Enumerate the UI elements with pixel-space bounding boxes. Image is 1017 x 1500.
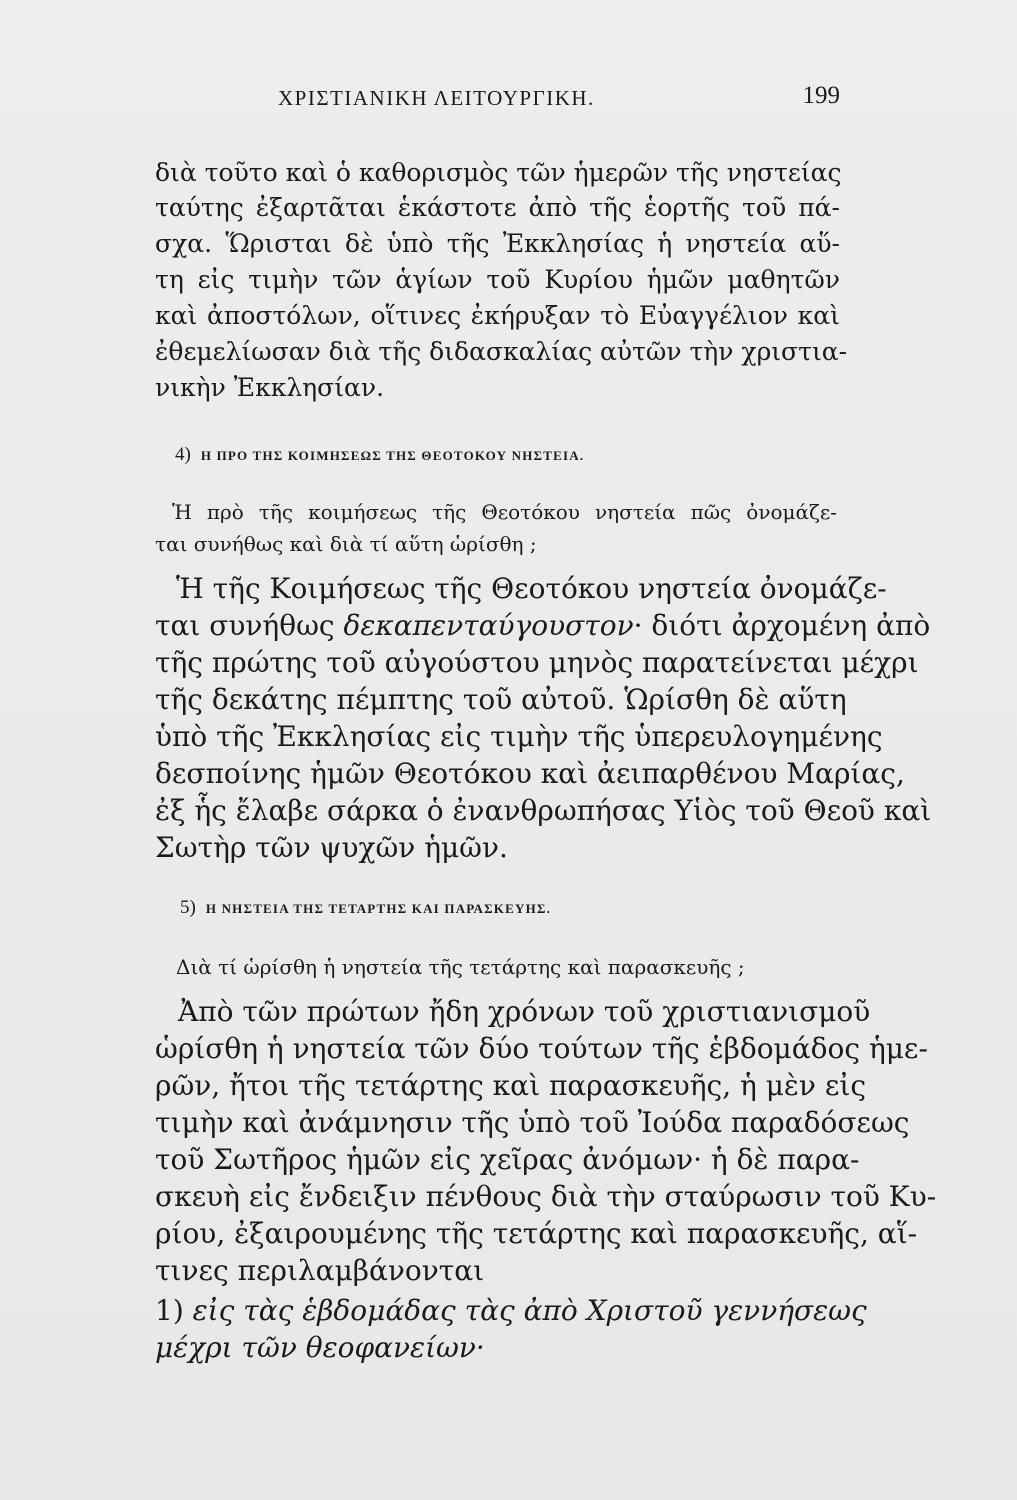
text-line	[0, 301, 1017, 341]
text-line	[0, 794, 1017, 834]
list-item	[0, 1294, 1017, 1334]
text-line	[0, 1069, 1017, 1109]
page-number: 199	[802, 82, 840, 109]
section-title: Η ΠΡΟ ΤΗΣ ΚΟΙΜΗΣΕΩΣ ΤΗΣ ΘΕΟΤΟΚΟΥ ΝΗΣΤΕΙΑ.	[200, 448, 585, 463]
line-text: τῆς πρώτης τοῦ αὐγούστου μηνὸς παρατείνεται μέχρι	[155, 646, 919, 679]
line-text: ὑπὸ τῆς Ἐκκλησίας εἰς τιμὴν τῆς ὑπερευλογημένης	[155, 720, 883, 753]
text-line	[0, 229, 1017, 269]
line-text: τιμὴν καὶ ἀνάμνησιν τῆς ὑπὸ τοῦ Ἰούδα παραδόσεως	[155, 1106, 910, 1139]
text-line	[0, 995, 1017, 1035]
line-text: ρίου, ἐξαιρουμένης τῆς τετάρτης καὶ παρασκευῆς, αἵ-	[155, 1217, 918, 1250]
question-line	[0, 532, 1017, 572]
line-text	[155, 609, 931, 642]
section-title: Η ΝΗΣΤΕΙΑ ΤΗΣ ΤΕΤΑΡΤΗΣ ΚΑΙ ΠΑΡΑΣΚΕΥΗΣ.	[205, 901, 552, 916]
text-line	[0, 720, 1017, 760]
line-text: ἐθεμελίωσαν διὰ τῆς διδασκαλίας αὐτῶν τὴν χριστια-	[155, 337, 848, 366]
text-line	[0, 1217, 1017, 1257]
line-text: δεσποίνης ἡμῶν Θεοτόκου καὶ ἀειπαρθένου Μαρίας,	[155, 757, 905, 790]
line-text: διὰ τοῦτο καὶ ὁ καθορισμὸς τῶν ἡμερῶν τῆς νηστείας	[155, 158, 842, 187]
section-heading	[0, 444, 1017, 484]
line-text: Σωτὴρ τῶν ψυχῶν ἡμῶν.	[155, 831, 508, 864]
emphasis-term: δεκαπενταύγουστον	[343, 609, 634, 642]
text-line	[0, 683, 1017, 723]
text-line	[0, 265, 1017, 305]
list-item-number: 1)	[155, 1294, 184, 1327]
section-number: 4)	[175, 444, 191, 465]
line-text: τη εἰς τιμὴν τῶν ἁγίων τοῦ Κυρίου ἡμῶν μαθητῶν	[155, 265, 840, 294]
text-line	[0, 1143, 1017, 1183]
line-text: Ἡ τῆς Κοιμήσεως τῆς Θεοτόκου νηστεία ὀνομάζε-	[176, 572, 887, 605]
text-line	[0, 158, 1017, 198]
question-line	[0, 955, 1017, 995]
text-line	[0, 572, 1017, 612]
text-line	[0, 1106, 1017, 1146]
section-number: 5)	[180, 897, 196, 918]
line-text: σχα. Ὥρισται δὲ ὑπὸ τῆς Ἐκκλησίας ἡ νηστεία αὕ-	[155, 229, 840, 258]
line-text: σκευὴ εἰς ἔνδειξιν πένθους διὰ τὴν σταύρωσιν τοῦ Κυ-	[155, 1180, 937, 1213]
text-segment: ται συνήθως	[155, 609, 344, 642]
line-text: μέχρι τῶν θεοφανείων·	[155, 1331, 485, 1364]
text-line	[0, 1032, 1017, 1072]
line-text: τῆς δεκάτης πέμπτης τοῦ αὐτοῦ. Ὡρίσθη δὲ αὕτη	[155, 683, 847, 716]
line-text: νικὴν Ἐκκλησίαν.	[155, 373, 385, 402]
list-item-text	[155, 1294, 867, 1327]
line-text: τινες περιλαμβάνονται	[155, 1254, 485, 1287]
text-line	[0, 373, 1017, 413]
question-text: Ἡ πρὸ τῆς κοιμήσεως τῆς Θεοτόκου νηστεία πῶς ὀνομάζε-	[172, 500, 837, 524]
line-text: ταύτης ἐξαρτᾶται ἑκάστοτε ἀπὸ τῆς ἑορτῆς τοῦ πά-	[155, 193, 840, 222]
line-text: ρῶν, ἤτοι τῆς τετάρτης καὶ παρασκευῆς, ἡ μὲν εἰς	[155, 1069, 867, 1102]
list-item-continuation	[0, 1331, 1017, 1371]
text-line	[0, 1180, 1017, 1220]
line-text: Ἀπὸ τῶν πρώτων ἤδη χρόνων τοῦ χριστιανισμοῦ	[178, 995, 871, 1028]
text-line	[0, 757, 1017, 797]
emphasis-term: εἰς τὰς ἑβδομάδας τὰς ἀπὸ Χριστοῦ γεννήσεως	[192, 1294, 867, 1327]
text-line	[0, 609, 1017, 649]
line-text: καὶ ἀποστόλων, οἵτινες ἐκήρυξαν τὸ Εὐαγγέλιον καὶ	[155, 301, 840, 330]
running-header	[100, 82, 840, 116]
line-text: τοῦ Σωτῆρος ἡμῶν εἰς χεῖρας ἀνόμων· ἡ δὲ παρα-	[155, 1143, 860, 1176]
text-line	[0, 193, 1017, 233]
text-line	[0, 1254, 1017, 1294]
line-text: ὡρίσθη ἡ νηστεία τῶν δύο τούτων τῆς ἑβδομάδος ἡμε-	[155, 1032, 928, 1065]
text-line	[0, 831, 1017, 871]
question-text: ται συνήθως καὶ διὰ τί αὕτη ὡρίσθη ;	[155, 532, 537, 556]
running-title: ΧΡΙΣΤΙΑΝΙΚΗ ΛΕΙΤΟΥΡΓΙΚΗ.	[278, 86, 595, 110]
question-text: Διὰ τί ὡρίσθη ἡ νηστεία τῆς τετάρτης καὶ παρασκευῆς ;	[176, 955, 745, 979]
text-line	[0, 337, 1017, 377]
text-segment: · διότι ἀρχομένη ἀπὸ	[633, 609, 931, 642]
section-heading	[0, 897, 1017, 937]
text-line	[0, 646, 1017, 686]
line-text: ἐξ ἧς ἔλαβε σάρκα ὁ ἐνανθρωπήσας Υἱὸς τοῦ Θεοῦ καὶ	[155, 794, 932, 827]
